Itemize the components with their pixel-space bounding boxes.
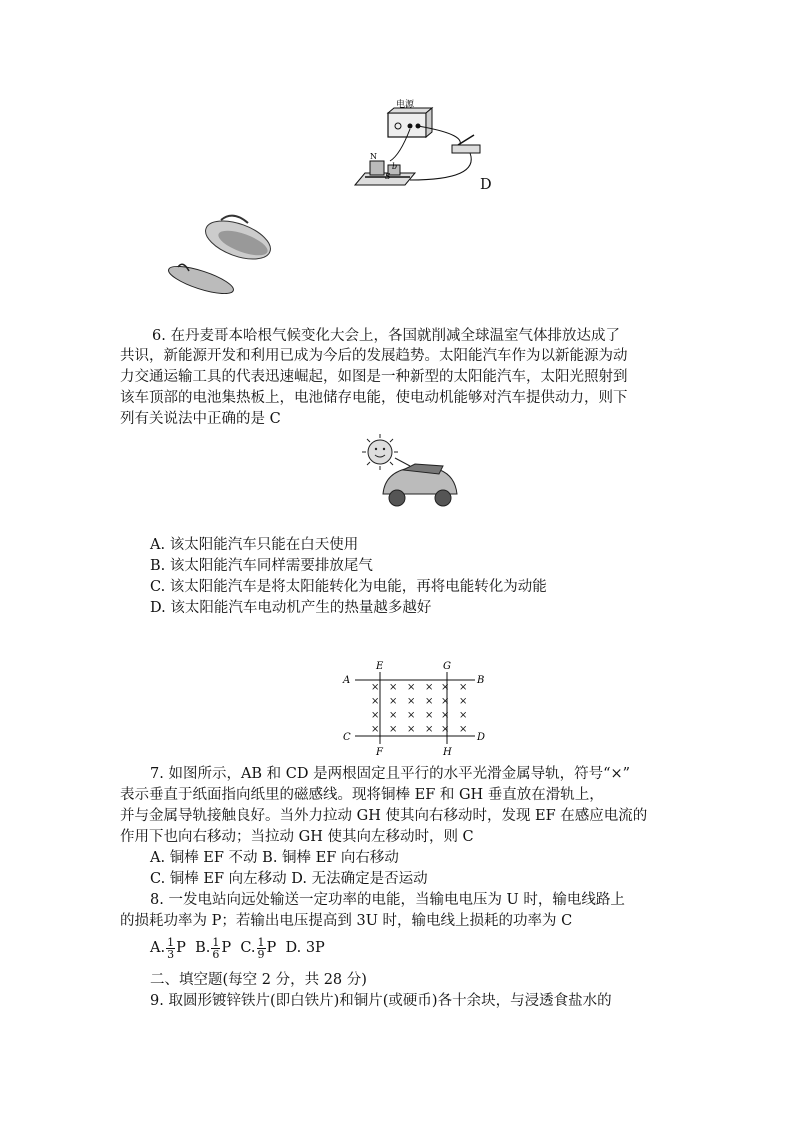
field-cross: × [441,724,450,735]
q6-option-b: B. 该太阳能汽车同样需要排放尾气 [150,558,373,574]
field-cross: × [441,696,450,707]
label-d: D [477,732,486,743]
circuit-answer: D [480,177,492,193]
q6-option-a: A. 该太阳能汽车只能在白天使用 [150,537,359,553]
n-pole-label: N [370,152,377,161]
q8-option-d: D. 3P [285,940,325,956]
q6-line-1: 6. 在丹麦哥本哈根气候变化大会上，各国就削减全球温室气体排放达成了 [152,328,620,344]
field-cross: × [371,682,380,693]
label-f: F [376,747,383,758]
field-cross: × [389,724,398,735]
solar-car-image [355,432,465,514]
field-cross: × [389,696,398,707]
q7-line-2: 表示垂直于纸面指向纸里的磁感线。现将铜棒 EF 和 GH 垂直放在滑轨上， [120,787,604,803]
q8-option-b: B. $\frac{1}{6}$ P [195,935,232,961]
field-cross: × [459,710,468,721]
label-g: G [443,661,451,672]
field-cross: × [407,724,416,735]
field-cross: × [459,724,468,735]
q6-line-3: 力交通运输工具的代表迅速崛起，如图是一种新型的太阳能汽车，太阳光照射到 [120,369,628,385]
field-cross: × [407,710,416,721]
q8-option-c: C. $\frac{1}{9}$ P [240,935,277,961]
label-e: E [376,661,384,672]
label-b: B [477,675,485,686]
q7-line-1: 7. 如图所示，AB 和 CD 是两根固定且平行的水平光滑金属导轨，符号“×” [150,766,631,782]
q6-option-c: C. 该太阳能汽车是将太阳能转化为电能，再将电能转化为动能 [150,579,547,595]
rail-diagram [335,658,495,758]
label-h: H [443,747,452,758]
field-cross: × [425,724,434,735]
q7-options-row-1: A. 铜棒 EF 不动 B. 铜棒 EF 向右移动 [150,850,399,866]
s-pole-label: S [385,172,391,181]
label-a: A [343,675,351,686]
q8-line-1: 8. 一发电站向远处输送一定功率的电能，当输电电压为 U 时，输电线路上 [150,892,625,908]
q8-line-2: 的损耗功率为 P；若输出电压提高到 3U 时，输电线上损耗的功率为 C [120,913,573,929]
q7-line-4: 作用下也向右移动；当拉动 GH 使其向左移动时，则 C [120,829,474,845]
field-cross: × [425,710,434,721]
power-label: 电源 [396,100,415,110]
field-cross: × [407,682,416,693]
field-cross: × [371,696,380,707]
field-cross: × [407,696,416,707]
q8-option-a: A. $\frac{1}{3}$ P [150,935,186,961]
field-cross: × [371,724,380,735]
field-cross: × [389,682,398,693]
field-cross: × [459,696,468,707]
shoes-image [163,205,278,300]
field-cross: × [441,682,450,693]
label-c: C [343,732,351,743]
section-2-heading: 二、填空题(每空 2 分，共 28 分) [150,972,367,988]
field-cross: × [459,682,468,693]
q7-line-3: 并与金属导轨接触良好。当外力拉动 GH 使其向右移动时，发现 EF 在感应电流的 [120,808,648,824]
field-cross: × [389,710,398,721]
q6-line-5: 列有关说法中正确的是 C [120,411,281,427]
q6-option-d: D. 该太阳能汽车电动机产生的热量越多越好 [150,600,432,616]
q8-options [150,936,325,960]
field-cross: × [425,682,434,693]
q9-line-1: 9. 取圆形镀锌铁片(即白铁片)和铜片(或硬币)各十余块，与浸透食盐水的 [150,993,612,1009]
circuit-figure [340,95,540,195]
b-label: b [392,162,398,171]
q7-options-row-2: C. 铜棒 EF 向左移动 D. 无法确定是否运动 [150,871,428,887]
field-cross: × [425,696,434,707]
q6-line-2: 共识，新能源开发和利用已成为今后的发展趋势。太阳能汽车作为以新能源为动 [120,348,628,364]
field-cross: × [441,710,450,721]
q6-line-4: 该车顶部的电池集热板上，电池储存电能，使电动机能够对汽车提供动力，则下 [120,390,628,406]
field-cross: × [371,710,380,721]
